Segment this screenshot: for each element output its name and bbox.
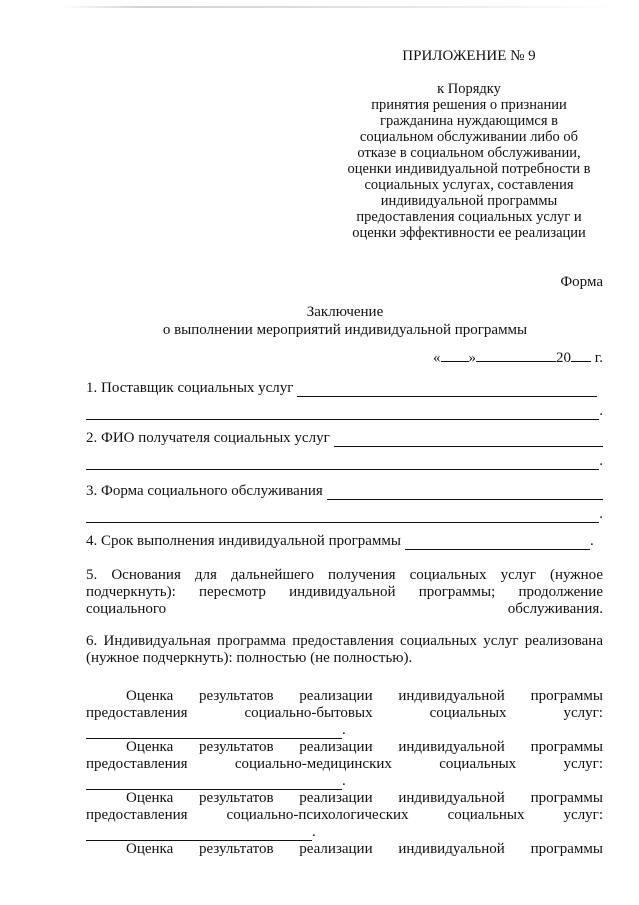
appendix-line: социальном обслуживании либо об <box>359 129 579 145</box>
title-line-1: Заключение <box>306 304 384 320</box>
service-form-field <box>86 483 603 523</box>
word: Оценка <box>126 841 174 857</box>
service-form-blank[interactable] <box>327 485 603 500</box>
period: . <box>342 773 346 789</box>
word: результатов <box>199 841 274 857</box>
service-form-label: 3. Форма социального обслуживания <box>86 483 323 499</box>
word: реализации <box>299 688 373 704</box>
assessment-type: социально-медицинских <box>234 756 392 772</box>
word: услуг: <box>563 756 603 772</box>
word: индивидуальной <box>398 790 505 806</box>
appendix-line: оценки индивидуальной потребности в <box>347 161 591 177</box>
word: услуг: <box>563 705 603 721</box>
year-suffix: г. <box>594 350 603 366</box>
month-blank[interactable] <box>476 347 556 362</box>
appendix-number: ПРИЛОЖЕНИЕ № 9 <box>402 48 536 64</box>
word: Оценка <box>126 790 174 806</box>
provider-label: 1. Поставщик социальных услуг <box>86 380 294 396</box>
word: программы <box>530 739 603 755</box>
word: предоставления <box>86 705 188 721</box>
period: . <box>590 533 594 549</box>
title-line-2: о выполнении мероприятий индивидуальной программы <box>162 322 528 338</box>
scan-artifact <box>60 6 620 8</box>
word: программы <box>530 688 603 704</box>
appendix-line: принятия решения о признании <box>371 97 567 113</box>
assessment-type: социально-бытовых <box>244 705 373 721</box>
year-blank[interactable] <box>571 347 591 362</box>
word: программы <box>530 790 603 806</box>
item-5: 5. Основания для дальнейшего получения социальных услуг (нужное подчеркнуть): пересмотр индивидуальной программы; продолжение социального обслуживания. <box>86 567 603 617</box>
period: . <box>312 824 316 840</box>
deadline-blank[interactable] <box>405 535 590 550</box>
word: социальных <box>429 705 507 721</box>
word: реализации <box>299 841 373 857</box>
word: индивидуальной <box>398 688 505 704</box>
recipient-blank[interactable] <box>334 432 603 447</box>
word: реализации <box>299 739 373 755</box>
provider-field <box>86 380 603 420</box>
word: социальных <box>439 756 517 772</box>
year-prefix: 20 <box>556 350 572 366</box>
provider-blank-2[interactable] <box>86 405 599 420</box>
assessment-type: социально-психологических <box>226 807 409 823</box>
word: Оценка <box>126 688 174 704</box>
word: результатов <box>199 688 274 704</box>
assessment-next <box>86 841 603 858</box>
service-form-blank-2[interactable] <box>86 508 599 523</box>
document-title <box>80 303 610 339</box>
period: . <box>599 453 603 469</box>
date-line <box>433 347 603 367</box>
word: социальных <box>447 807 525 823</box>
appendix-line: предоставления социальных услуг и <box>356 209 582 225</box>
word: предоставления <box>86 756 188 772</box>
recipient-label: 2. ФИО получателя социальных услуг <box>86 430 330 446</box>
word: услуг: <box>563 807 603 823</box>
item-6: 6. Индивидуальная программа предоставления социальных услуг реализована (нужное подчеркнуть): полностью (не полностью). <box>86 633 603 666</box>
recipient-field <box>86 430 603 470</box>
assessment-blank[interactable] <box>86 775 342 790</box>
word: Оценка <box>126 739 174 755</box>
word: результатов <box>199 739 274 755</box>
deadline-field <box>86 533 603 550</box>
word: предоставления <box>86 807 188 823</box>
assessment-psychological <box>86 790 603 841</box>
appendix-line: социальных услугах, составления <box>364 177 574 193</box>
period: . <box>342 722 346 738</box>
assessment-medical <box>86 739 603 790</box>
appendix-block <box>330 48 608 241</box>
period: . <box>599 403 603 419</box>
date-close-quote: » <box>468 350 477 366</box>
word: реализации <box>299 790 373 806</box>
period: . <box>599 506 603 522</box>
provider-blank[interactable] <box>297 382 597 397</box>
word: индивидуальной <box>398 841 505 857</box>
deadline-label: 4. Срок выполнения индивидуальной программы <box>86 533 401 549</box>
assessment-blank[interactable] <box>86 826 312 841</box>
date-open-quote: « <box>433 350 441 366</box>
appendix-line: отказе в социальном обслуживании, <box>357 145 581 161</box>
word: программы <box>530 841 603 857</box>
form-label: Форма <box>560 274 603 290</box>
recipient-blank-2[interactable] <box>86 455 599 470</box>
assessment-domestic <box>86 688 603 739</box>
appendix-line: к Порядку <box>437 81 501 97</box>
appendix-line: оценки эффективности ее реализации <box>352 225 586 241</box>
day-blank[interactable] <box>441 347 469 362</box>
word: результатов <box>199 790 274 806</box>
assessment-blank[interactable] <box>86 724 342 739</box>
word: индивидуальной <box>398 739 505 755</box>
appendix-line: индивидуальной программы <box>380 193 558 209</box>
appendix-line: гражданина нуждающимся в <box>380 113 558 129</box>
